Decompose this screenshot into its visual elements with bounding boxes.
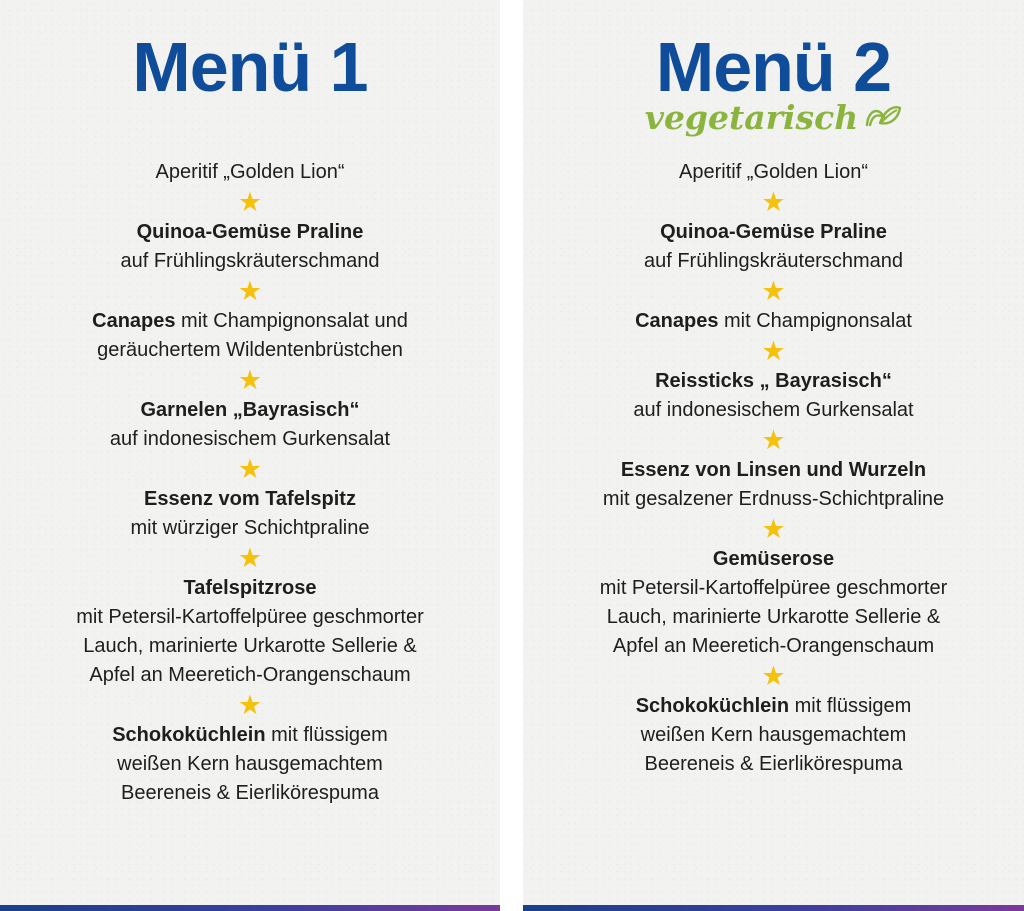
course-line [0,661,500,690]
dish-description: mit flüssigem [265,724,388,746]
dish-name: Schokoküchlein [112,724,266,746]
star-icon: ★ [761,425,786,456]
dish-name: Reissticks „ Bayrasisch“ [655,370,892,392]
menu-2-course-list [523,158,1024,779]
dish-description: mit würziger Schichtpraline [130,517,370,539]
star-icon: ★ [761,514,786,545]
star-icon: ★ [237,690,263,721]
dish-name: Essenz vom Tafelspitz [144,488,356,510]
course-line [0,603,500,632]
dish-description: weißen Kern hausgemachtem [117,753,383,775]
dish-description: mit Champignonsalat und [175,310,408,332]
course-line [0,514,500,543]
course-line [523,307,1024,336]
menu-1-panel [0,0,500,911]
dish-name: Garnelen „Bayrasisch“ [140,399,360,421]
dish-description: Aperitif „Golden Lion“ [155,161,345,183]
course-line [0,396,500,425]
dish-description: geräuchertem Wildentenbrüstchen [97,339,403,361]
dish-name: Quinoa-Gemüse Praline [136,221,364,243]
course-line [0,307,500,336]
menu-course [0,158,500,187]
dish-description: Aperitif „Golden Lion“ [679,161,868,183]
dish-description: Lauch, marinierte Urkarotte Sellerie & [606,606,941,628]
vegetarian-subtitle [523,98,1024,140]
dish-description: auf indonesischem Gurkensalat [633,399,914,421]
course-line [523,632,1024,661]
course-line [523,545,1024,574]
dish-description: auf indonesischem Gurkensalat [109,428,391,450]
dish-description: auf Frühlingskräuterschmand [120,250,380,272]
course-line [523,574,1024,603]
dish-description: Beereneis & Eierlikörespuma [644,753,903,775]
course-line [0,425,500,454]
star-icon: ★ [237,187,263,218]
course-line [0,158,500,187]
menu-2-title: Menü 2 [655,28,892,106]
course-line [0,632,500,661]
menu-course [523,367,1024,425]
dish-description: mit flüssigem [789,695,912,717]
star-icon: ★ [237,365,263,396]
course-line [0,336,500,365]
menu-2-bottom-bar [523,905,1024,911]
course-line [523,367,1024,396]
menu-2-panel [523,0,1024,911]
star-icon: ★ [761,276,786,307]
course-line [523,750,1024,779]
dish-description: mit Champignonsalat [718,310,912,332]
course-line [0,218,500,247]
menu-1-bottom-bar [0,905,500,911]
menu-1-title: Menü 1 [132,28,368,106]
course-line [0,574,500,603]
menu-course [0,396,500,454]
dish-description: Apfel an Meeretich-Orangenschaum [612,635,935,657]
course-line [523,603,1024,632]
course-line [0,779,500,808]
dish-name: Essenz von Linsen und Wurzeln [620,459,927,481]
star-icon: ★ [761,336,786,367]
course-line [523,247,1024,276]
star-icon: ★ [237,543,263,574]
dish-name: Quinoa-Gemüse Praline [660,221,887,243]
course-line [523,218,1024,247]
vegetarian-label: vegetarisch [644,98,859,137]
star-icon: ★ [237,276,263,307]
dish-description: Beereneis & Eierlikörespuma [121,782,379,804]
dish-description: weißen Kern hausgemachtem [640,724,907,746]
course-line [523,158,1024,187]
dish-description: mit Petersil-Kartoffelpüree geschmorter [76,606,424,628]
leaf-icon [864,100,902,140]
dish-name: Tafelspitzrose [183,577,317,599]
star-icon: ★ [237,454,263,485]
dish-description: Apfel an Meeretich-Orangenschaum [89,664,411,686]
dish-description: Lauch, marinierte Urkarotte Sellerie & [83,635,417,657]
course-line [0,485,500,514]
dish-description: auf Frühlingskräuterschmand [643,250,903,272]
star-icon: ★ [761,661,786,692]
dish-name: Gemüserose [712,548,835,570]
star-icon: ★ [761,187,786,218]
menu-course [0,574,500,690]
course-line [523,692,1024,721]
menu-course [0,307,500,365]
menu-course [0,218,500,276]
course-line [523,721,1024,750]
dish-name: Schokoküchlein [635,695,790,717]
dish-description: mit Petersil-Kartoffelpüree geschmorter [599,577,948,599]
menu-course [523,545,1024,661]
menu-course [523,456,1024,514]
course-line [0,721,500,750]
course-line [0,750,500,779]
course-line [523,456,1024,485]
course-line [523,396,1024,425]
menu-1-course-list [0,158,500,808]
course-line [523,485,1024,514]
menu-course [523,692,1024,779]
course-line [0,247,500,276]
dish-description: mit gesalzener Erdnuss-Schichtpraline [602,488,945,510]
dish-name: Canapes [635,310,719,332]
menu-course [523,218,1024,276]
menu-course [0,721,500,808]
menu-course [523,307,1024,336]
dish-name: Canapes [92,310,176,332]
menu-course [523,158,1024,187]
menu-course [0,485,500,543]
